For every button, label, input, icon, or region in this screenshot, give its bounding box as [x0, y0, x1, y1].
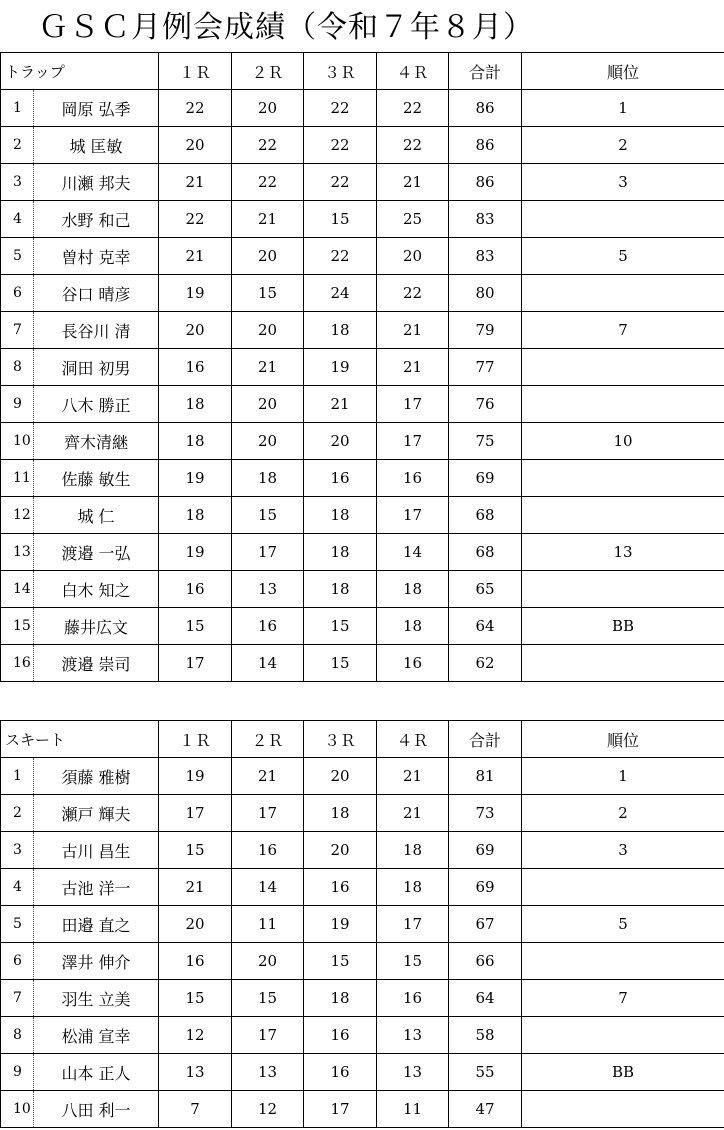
- round1-score: 20: [159, 127, 232, 164]
- entry-number: 4: [1, 201, 34, 238]
- round2-score: 22: [232, 164, 304, 201]
- total-score: 77: [449, 349, 522, 386]
- entry-number: 7: [1, 980, 34, 1017]
- round2-score: 13: [232, 571, 304, 608]
- trap-table-row: [1, 201, 724, 238]
- shooter-name: 須藤 雅樹: [34, 758, 159, 795]
- total-score: 69: [449, 832, 522, 869]
- round4-score: 21: [377, 349, 449, 386]
- total-score: 83: [449, 201, 522, 238]
- round3-score: 16: [304, 869, 377, 906]
- skeet-table-row: [1, 1091, 724, 1128]
- round4-score: 18: [377, 832, 449, 869]
- round1-score: 17: [159, 645, 232, 682]
- total-score: 83: [449, 238, 522, 275]
- round2-score: 21: [232, 201, 304, 238]
- shooter-name: 曽村 克幸: [34, 238, 159, 275]
- round2-score: 20: [232, 312, 304, 349]
- round3-score: 18: [304, 571, 377, 608]
- rank-cell: 7: [522, 312, 724, 349]
- entry-number: 9: [1, 386, 34, 423]
- total-score: 69: [449, 869, 522, 906]
- round3-score: 15: [304, 943, 377, 980]
- rank-cell: BB: [522, 608, 724, 645]
- round1-score: 18: [159, 423, 232, 460]
- rank-cell: [522, 943, 724, 980]
- entry-number: 2: [1, 795, 34, 832]
- col-header-round4: ４Ｒ: [377, 721, 449, 758]
- round4-score: 13: [377, 1017, 449, 1054]
- total-score: 80: [449, 275, 522, 312]
- shooter-name: 渡邉 崇司: [34, 645, 159, 682]
- entry-number: 8: [1, 1017, 34, 1054]
- round1-score: 15: [159, 980, 232, 1017]
- round2-score: 17: [232, 795, 304, 832]
- round2-score: 17: [232, 1017, 304, 1054]
- skeet-table-row: [1, 795, 724, 832]
- trap-table-row: [1, 349, 724, 386]
- round4-score: 14: [377, 534, 449, 571]
- round1-score: 19: [159, 460, 232, 497]
- round2-score: 20: [232, 386, 304, 423]
- skeet-results-table: [0, 720, 724, 1128]
- rank-cell: BB: [522, 1054, 724, 1091]
- trap-section-label: トラップ: [1, 53, 159, 90]
- skeet-table-row: [1, 980, 724, 1017]
- shooter-name: 城 仁: [34, 497, 159, 534]
- rank-cell: [522, 386, 724, 423]
- round2-score: 21: [232, 758, 304, 795]
- rank-cell: [522, 645, 724, 682]
- round2-score: 16: [232, 832, 304, 869]
- total-score: 86: [449, 127, 522, 164]
- round3-score: 15: [304, 608, 377, 645]
- round4-score: 13: [377, 1054, 449, 1091]
- round1-score: 21: [159, 869, 232, 906]
- round2-score: 15: [232, 497, 304, 534]
- shooter-name: 長谷川 清: [34, 312, 159, 349]
- shooter-name: 谷口 晴彦: [34, 275, 159, 312]
- entry-number: 13: [1, 534, 34, 571]
- round3-score: 16: [304, 460, 377, 497]
- rank-cell: [522, 275, 724, 312]
- round4-score: 17: [377, 906, 449, 943]
- col-header-total: 合計: [449, 721, 522, 758]
- round1-score: 16: [159, 349, 232, 386]
- round3-score: 19: [304, 349, 377, 386]
- col-header-round4: ４Ｒ: [377, 53, 449, 90]
- total-score: 62: [449, 645, 522, 682]
- round1-score: 18: [159, 386, 232, 423]
- col-header-round1: １Ｒ: [159, 53, 232, 90]
- entry-number: 3: [1, 164, 34, 201]
- shooter-name: 古池 洋一: [34, 869, 159, 906]
- rank-cell: [522, 349, 724, 386]
- rank-cell: [522, 571, 724, 608]
- shooter-name: 羽生 立美: [34, 980, 159, 1017]
- round2-score: 13: [232, 1054, 304, 1091]
- round2-score: 20: [232, 423, 304, 460]
- trap-table-row: [1, 312, 724, 349]
- shooter-name: 八木 勝正: [34, 386, 159, 423]
- trap-table-row: [1, 423, 724, 460]
- round1-score: 22: [159, 90, 232, 127]
- shooter-name: 松浦 宣幸: [34, 1017, 159, 1054]
- entry-number: 4: [1, 869, 34, 906]
- round2-score: 15: [232, 275, 304, 312]
- round3-score: 22: [304, 127, 377, 164]
- total-score: 86: [449, 164, 522, 201]
- entry-number: 14: [1, 571, 34, 608]
- round3-score: 18: [304, 497, 377, 534]
- total-score: 69: [449, 460, 522, 497]
- entry-number: 6: [1, 275, 34, 312]
- round4-score: 18: [377, 571, 449, 608]
- skeet-section-label: スキート: [1, 721, 159, 758]
- round4-score: 22: [377, 90, 449, 127]
- round4-score: 18: [377, 869, 449, 906]
- round4-score: 21: [377, 795, 449, 832]
- total-score: 47: [449, 1091, 522, 1128]
- round1-score: 16: [159, 943, 232, 980]
- total-score: 66: [449, 943, 522, 980]
- round1-score: 20: [159, 312, 232, 349]
- col-header-round1: １Ｒ: [159, 721, 232, 758]
- round2-score: 12: [232, 1091, 304, 1128]
- round2-score: 17: [232, 534, 304, 571]
- round4-score: 17: [377, 386, 449, 423]
- round3-score: 24: [304, 275, 377, 312]
- rank-cell: 5: [522, 906, 724, 943]
- round2-score: 15: [232, 980, 304, 1017]
- col-header-round3: ３Ｒ: [304, 53, 377, 90]
- round2-score: 21: [232, 349, 304, 386]
- round3-score: 18: [304, 312, 377, 349]
- round4-score: 22: [377, 127, 449, 164]
- col-header-rank: 順位: [522, 721, 724, 758]
- trap-table-row: [1, 645, 724, 682]
- entry-number: 1: [1, 758, 34, 795]
- round3-score: 21: [304, 386, 377, 423]
- trap-table-row: [1, 608, 724, 645]
- round4-score: 11: [377, 1091, 449, 1128]
- total-score: 58: [449, 1017, 522, 1054]
- round3-score: 18: [304, 534, 377, 571]
- entry-number: 8: [1, 349, 34, 386]
- round1-score: 22: [159, 201, 232, 238]
- round3-score: 18: [304, 980, 377, 1017]
- shooter-name: 藤井広文: [34, 608, 159, 645]
- entry-number: 2: [1, 127, 34, 164]
- round4-score: 21: [377, 164, 449, 201]
- total-score: 68: [449, 534, 522, 571]
- total-score: 86: [449, 90, 522, 127]
- trap-table-row: [1, 534, 724, 571]
- round1-score: 21: [159, 238, 232, 275]
- round4-score: 15: [377, 943, 449, 980]
- rank-cell: [522, 869, 724, 906]
- shooter-name: 城 匡敏: [34, 127, 159, 164]
- total-score: 73: [449, 795, 522, 832]
- entry-number: 12: [1, 497, 34, 534]
- total-score: 55: [449, 1054, 522, 1091]
- shooter-name: 佐藤 敏生: [34, 460, 159, 497]
- round1-score: 19: [159, 534, 232, 571]
- round1-score: 19: [159, 275, 232, 312]
- round1-score: 18: [159, 497, 232, 534]
- round4-score: 21: [377, 312, 449, 349]
- round3-score: 15: [304, 201, 377, 238]
- rank-cell: [522, 201, 724, 238]
- entry-number: 9: [1, 1054, 34, 1091]
- entry-number: 5: [1, 238, 34, 275]
- trap-table-row: [1, 497, 724, 534]
- shooter-name: 水野 和己: [34, 201, 159, 238]
- entry-number: 16: [1, 645, 34, 682]
- rank-cell: [522, 1091, 724, 1128]
- round3-score: 18: [304, 795, 377, 832]
- round1-score: 17: [159, 795, 232, 832]
- trap-table-row: [1, 386, 724, 423]
- skeet-table-row: [1, 906, 724, 943]
- trap-table-row: [1, 90, 724, 127]
- col-header-round2: ２Ｒ: [232, 53, 304, 90]
- entry-number: 3: [1, 832, 34, 869]
- round1-score: 21: [159, 164, 232, 201]
- shooter-name: 岡原 弘季: [34, 90, 159, 127]
- round2-score: 14: [232, 645, 304, 682]
- skeet-table-row: [1, 869, 724, 906]
- round1-score: 19: [159, 758, 232, 795]
- round4-score: 16: [377, 460, 449, 497]
- total-score: 75: [449, 423, 522, 460]
- col-header-round3: ３Ｒ: [304, 721, 377, 758]
- shooter-name: 瀬戸 輝夫: [34, 795, 159, 832]
- round3-score: 20: [304, 423, 377, 460]
- round1-score: 13: [159, 1054, 232, 1091]
- skeet-table-row: [1, 758, 724, 795]
- shooter-name: 八田 利一: [34, 1091, 159, 1128]
- total-score: 64: [449, 980, 522, 1017]
- rank-cell: 1: [522, 90, 724, 127]
- round3-score: 20: [304, 832, 377, 869]
- trap-table-row: [1, 571, 724, 608]
- round2-score: 20: [232, 90, 304, 127]
- entry-number: 1: [1, 90, 34, 127]
- round4-score: 21: [377, 758, 449, 795]
- round3-score: 22: [304, 90, 377, 127]
- shooter-name: 渡邉 一弘: [34, 534, 159, 571]
- trap-header-row: [1, 53, 724, 90]
- round1-score: 12: [159, 1017, 232, 1054]
- col-header-rank: 順位: [522, 53, 724, 90]
- round1-score: 16: [159, 571, 232, 608]
- trap-table-row: [1, 164, 724, 201]
- rank-cell: 2: [522, 795, 724, 832]
- total-score: 79: [449, 312, 522, 349]
- round3-score: 22: [304, 238, 377, 275]
- round2-score: 14: [232, 869, 304, 906]
- entry-number: 15: [1, 608, 34, 645]
- rank-cell: [522, 460, 724, 497]
- entry-number: 6: [1, 943, 34, 980]
- trap-table-row: [1, 275, 724, 312]
- trap-table-row: [1, 127, 724, 164]
- shooter-name: 澤井 伸介: [34, 943, 159, 980]
- entry-number: 10: [1, 423, 34, 460]
- skeet-table-row: [1, 832, 724, 869]
- shooter-name: 齊木清継: [34, 423, 159, 460]
- round2-score: 18: [232, 460, 304, 497]
- trap-table-row: [1, 238, 724, 275]
- round4-score: 25: [377, 201, 449, 238]
- rank-cell: 10: [522, 423, 724, 460]
- round3-score: 15: [304, 645, 377, 682]
- rank-cell: [522, 497, 724, 534]
- rank-cell: 1: [522, 758, 724, 795]
- shooter-name: 田邉 直之: [34, 906, 159, 943]
- round3-score: 16: [304, 1054, 377, 1091]
- rank-cell: 3: [522, 832, 724, 869]
- round4-score: 17: [377, 423, 449, 460]
- round4-score: 22: [377, 275, 449, 312]
- page-title: ＧＳＣ月例会成績（令和７年８月）: [38, 10, 534, 45]
- shooter-name: 川瀬 邦夫: [34, 164, 159, 201]
- skeet-table-row: [1, 943, 724, 980]
- rank-cell: 5: [522, 238, 724, 275]
- shooter-name: 古川 昌生: [34, 832, 159, 869]
- round4-score: 20: [377, 238, 449, 275]
- round1-score: 15: [159, 832, 232, 869]
- round4-score: 16: [377, 645, 449, 682]
- round2-score: 20: [232, 238, 304, 275]
- total-score: 81: [449, 758, 522, 795]
- shooter-name: 白木 知之: [34, 571, 159, 608]
- rank-cell: 13: [522, 534, 724, 571]
- round3-score: 19: [304, 906, 377, 943]
- round2-score: 22: [232, 127, 304, 164]
- trap-table-row: [1, 460, 724, 497]
- round4-score: 16: [377, 980, 449, 1017]
- total-score: 65: [449, 571, 522, 608]
- shooter-name: 山本 正人: [34, 1054, 159, 1091]
- round1-score: 15: [159, 608, 232, 645]
- total-score: 68: [449, 497, 522, 534]
- round2-score: 11: [232, 906, 304, 943]
- round1-score: 7: [159, 1091, 232, 1128]
- round3-score: 22: [304, 164, 377, 201]
- entry-number: 10: [1, 1091, 34, 1128]
- col-header-round2: ２Ｒ: [232, 721, 304, 758]
- round1-score: 20: [159, 906, 232, 943]
- skeet-header-row: [1, 721, 724, 758]
- total-score: 67: [449, 906, 522, 943]
- round3-score: 16: [304, 1017, 377, 1054]
- skeet-table-row: [1, 1054, 724, 1091]
- shooter-name: 洞田 初男: [34, 349, 159, 386]
- round2-score: 16: [232, 608, 304, 645]
- entry-number: 11: [1, 460, 34, 497]
- rank-cell: 7: [522, 980, 724, 1017]
- rank-cell: 2: [522, 127, 724, 164]
- total-score: 76: [449, 386, 522, 423]
- rank-cell: 3: [522, 164, 724, 201]
- round2-score: 20: [232, 943, 304, 980]
- trap-results-table: [0, 52, 724, 682]
- entry-number: 7: [1, 312, 34, 349]
- round4-score: 18: [377, 608, 449, 645]
- round3-score: 20: [304, 758, 377, 795]
- entry-number: 5: [1, 906, 34, 943]
- skeet-table-row: [1, 1017, 724, 1054]
- round4-score: 17: [377, 497, 449, 534]
- round3-score: 17: [304, 1091, 377, 1128]
- total-score: 64: [449, 608, 522, 645]
- col-header-total: 合計: [449, 53, 522, 90]
- rank-cell: [522, 1017, 724, 1054]
